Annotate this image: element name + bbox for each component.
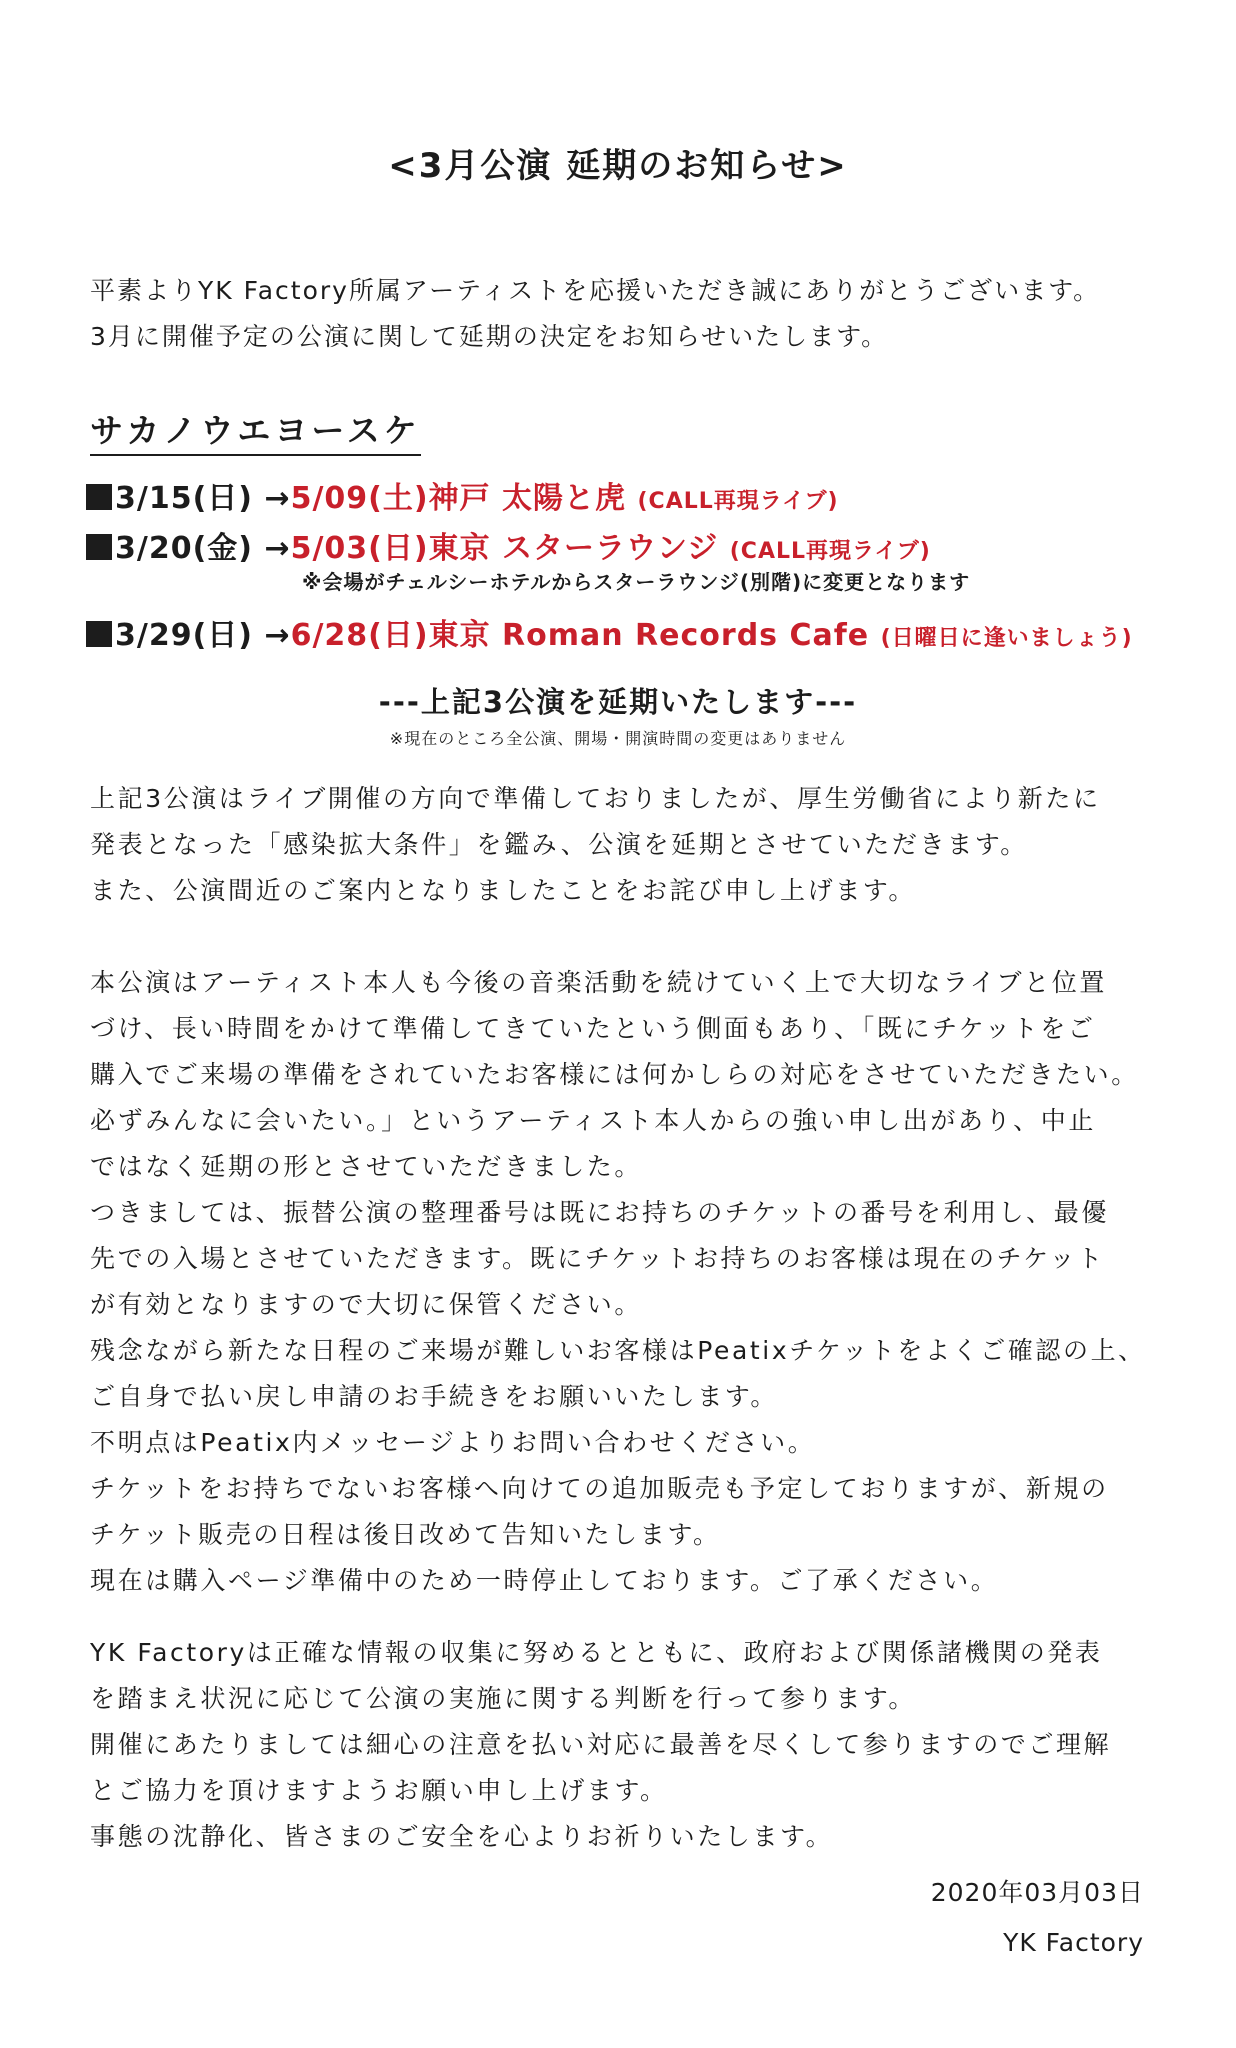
body-line: 発表となった「感染拡大条件」を鑑み、公演を延期とさせていただきます。 [90,830,1028,859]
signature-block [931,1868,1144,1968]
body-line: YK Factoryは正確な情報の収集に努めるとともに、政府および関係諸機関の発表 [90,1638,1103,1667]
venue-change-note: ※会場がチェルシーホテルからスターラウンジ(別階)に変更となります [302,570,971,594]
body-line: 事態の沈静化、皆さまのご安全を心よりお祈りいたします。 [90,1822,834,1851]
show-row [86,610,1133,654]
artist-name: サカノウエヨースケ [90,405,421,456]
postpone-heading: ---上記3公演を延期いたします--- [378,685,858,719]
show-new-date: 6/28(日)東京 Roman Records Cafe [290,618,870,653]
show-old-date: 3/15(日) → [115,481,291,516]
body-paragraph-1 [90,776,1101,914]
intro-line: 平素よりYK Factory所属アーティストを応援いただき誠にありがとうございます。 [90,276,1101,305]
square-bullet-icon [86,621,112,647]
show-new-date: 5/03(日)東京 スターラウンジ [290,531,719,566]
body-line: 購入でご来場の準備をされていたお客様には何かしらの対応をさせていただきたい。 [90,1060,1139,1089]
body-line: 上記3公演はライブ開催の方向で準備しておりましたが、厚生労働省により新たに [90,784,1101,813]
notice-title: <3月公演 延期のお知らせ> [388,146,848,186]
body-paragraph-3 [90,1630,1111,1860]
body-line: チケット販売の日程は後日改めて告知いたします。 [90,1520,721,1549]
intro-paragraph [90,268,1100,360]
intro-line: 3月に開催予定の公演に関して延期の決定をお知らせいたします。 [90,322,889,351]
body-line: ではなく延期の形とさせていただきました。 [90,1152,643,1181]
show-old-date: 3/29(日) → [115,618,291,653]
body-line: 先での入場とさせていただきます。既にチケットお持ちのお客様は現在のチケット [90,1244,1105,1273]
body-line: つきましては、振替公演の整理番号は既にお持ちのチケットの番号を利用し、最優 [90,1198,1109,1227]
body-line: 残念ながら新たな日程のご来場が難しいお客様はPeatixチケットをよくご確認の上、 [90,1336,1146,1365]
show-tag: (日曜日に逢いましょう) [880,626,1133,651]
body-line: 本公演はアーティスト本人も今後の音楽活動を続けていく上で大切なライブと位置 [90,968,1107,997]
body-line: とご協力を頂けますようお願い申し上げます。 [90,1776,668,1805]
body-line: が有効となりますので大切に保管ください。 [90,1290,643,1319]
body-line: チケットをお持ちでないお客様へ向けての追加販売も予定しておりますが、新規の [90,1474,1109,1503]
body-line: ご自身で払い戻し申請のお手続きをお願いいたします。 [90,1382,779,1411]
body-line: 現在は購入ページ準備中のため一時停止しております。ご了承ください。 [90,1566,999,1595]
body-paragraph-2 [90,960,1146,1604]
show-tag: (CALL再現ライブ) [637,489,839,514]
body-line: 必ずみんなに会いたい。」というアーティスト本人からの強い申し出があり、中止 [90,1106,1096,1135]
square-bullet-icon [86,484,112,510]
notice-date: 2020年03月03日 [930,1878,1144,1907]
body-line: づけ、長い時間をかけて準備してきていたという側面もあり、「既にチケットをご [90,1014,1096,1043]
body-line: を踏まえ状況に応じて公演の実施に関する判断を行って参ります。 [90,1684,917,1713]
show-row [86,473,839,517]
body-line: 不明点はPeatix内メッセージよりお問い合わせください。 [90,1428,816,1457]
organization-name: YK Factory [1003,1928,1144,1957]
show-new-date: 5/09(土)神戸 太陽と虎 [290,481,627,516]
square-bullet-icon [86,534,112,560]
postpone-note: ※現在のところ全公演、開場・開演時間の変更はありません [389,729,847,748]
body-line: 開催にあたりましては細心の注意を払い対応に最善を尽くして参りますのでご理解 [90,1730,1112,1759]
show-tag: (CALL再現ライブ) [729,539,931,564]
show-row [86,523,931,567]
body-line: また、公演間近のご案内となりましたことをお詫び申し上げます。 [90,876,917,905]
show-old-date: 3/20(金) → [115,531,291,566]
